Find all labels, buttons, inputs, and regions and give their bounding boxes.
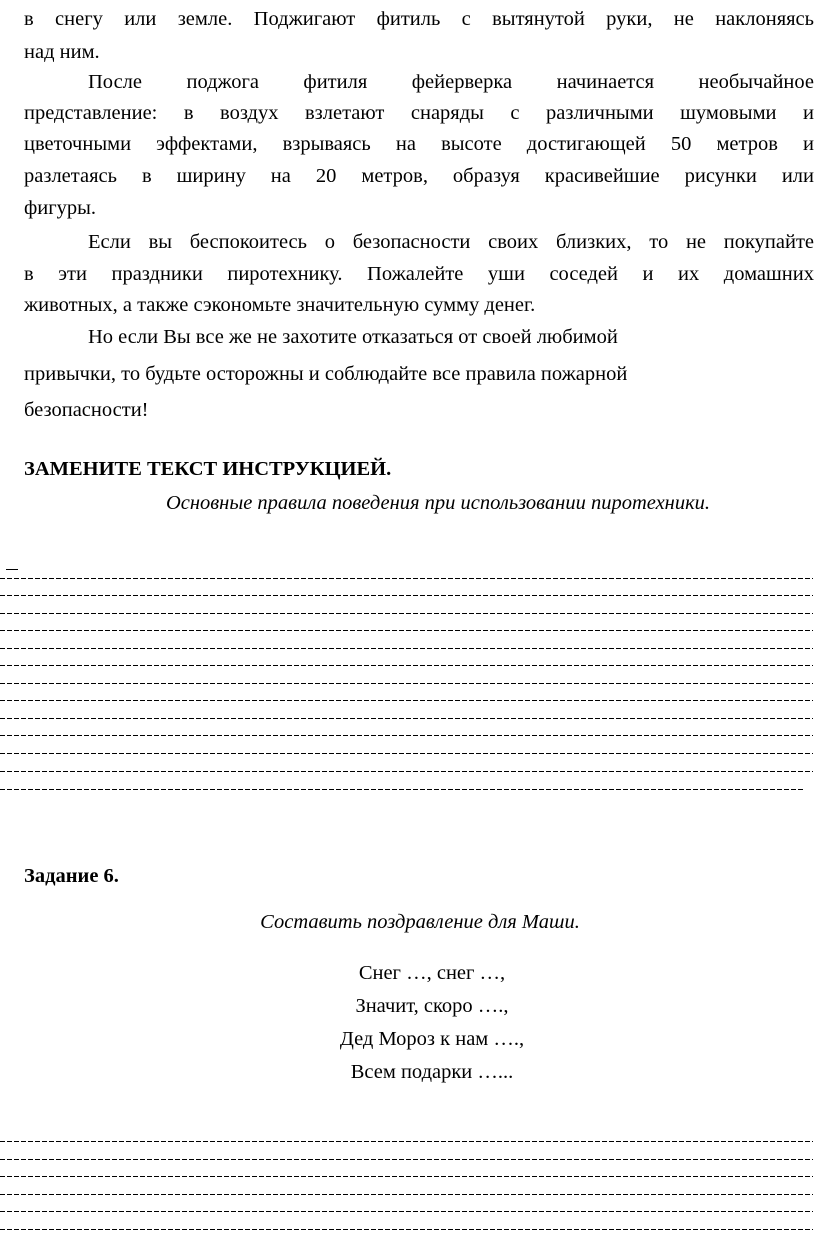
dashed-line (0, 1159, 813, 1160)
text-line: разлетаясь в ширину на 20 метров, образуя красивейшие рисунки или (24, 165, 814, 187)
text-line: в снегу или земле. Поджигают фитиль с вытянутой руки, не наклоняясь (24, 8, 814, 30)
task-subtitle: Составить поздравление для Маши. (260, 911, 580, 933)
poem-line: Дед Мороз к нам …., (339, 1028, 525, 1050)
section-subtitle: Основные правила поведения при использовании пиротехники. (165, 492, 711, 514)
dashed-line (0, 613, 813, 614)
dashed-line (0, 1229, 813, 1230)
dashed-line (0, 789, 805, 790)
text-line: животных, а также сэкономьте значительную сумму денег. (24, 294, 536, 316)
task-heading: Задание 6. (24, 865, 119, 887)
dashed-line (0, 771, 813, 772)
dashed-line (0, 630, 813, 631)
text-line: в эти праздники пиротехнику. Пожалейте уши соседей и их домашних (24, 263, 814, 285)
dashed-line (0, 718, 813, 719)
dashed-line (0, 753, 813, 754)
dashed-line (0, 648, 813, 649)
text-line: Если вы беспокоитесь о безопасности своих близких, то не покупайте (88, 231, 814, 253)
divider (6, 569, 18, 570)
text-line: над ним. (24, 41, 100, 63)
text-line: безопасности! (24, 399, 149, 421)
text-line: привычки, то будьте осторожны и соблюдайте все правила пожарной (24, 363, 628, 385)
poem-line: Значит, скоро …., (355, 995, 509, 1017)
poem-line: Снег …, снег …, (358, 962, 506, 984)
text-line: фигуры. (24, 197, 97, 219)
section-heading: ЗАМЕНИТЕ ТЕКСТ ИНСТРУКЦИЕЙ. (24, 458, 392, 480)
dashed-line (0, 700, 813, 701)
text-line: Но если Вы все же не захотите отказаться от своей любимой (88, 326, 618, 348)
dashed-line (0, 1211, 813, 1212)
dashed-line (0, 735, 813, 736)
dashed-line (0, 1141, 813, 1142)
dashed-line (0, 595, 813, 596)
text-line: цветочными эффектами, взрываясь на высоте достигающей 50 метров и (24, 133, 814, 155)
dashed-line (0, 665, 813, 666)
text-line: После поджога фитиля фейерверка начинается необычайное (88, 71, 814, 93)
dashed-line (0, 683, 813, 684)
poem-line: Всем подарки …... (350, 1061, 514, 1083)
dashed-line (0, 1194, 813, 1195)
text-line: представление: в воздух взлетают снаряды с различными шумовыми и (24, 102, 814, 124)
dashed-line (0, 578, 813, 579)
dashed-line (0, 1176, 813, 1177)
